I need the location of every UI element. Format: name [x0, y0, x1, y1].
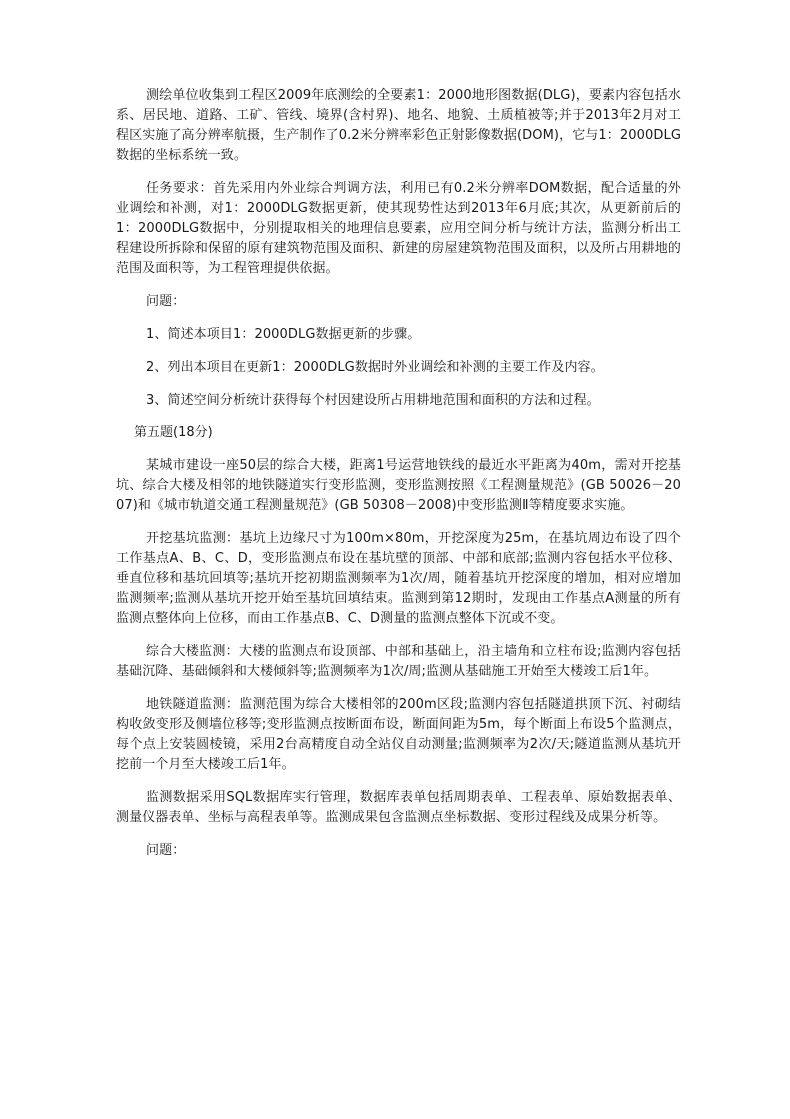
paragraph-building-monitoring: 综合大楼监测：大楼的监测点布设顶部、中部和基础上，沿主墙角和立柱布设;监测内容包括基础沉降、基础倾斜和大楼倾斜等;监测频率为1次/周;监测从基础施工开始至大楼竣工后1年。	[116, 644, 681, 679]
paragraph-tunnel-monitoring: 地铁隧道监测：监测范围为综合大楼相邻的200m区段;监测内容包括隧道拱顶下沉、衬砌结构收敛变形及侧墙位移等;变形监测点按断面布设，断面间距为5m，每个断面上布设5个监测点，每个点上安装圆棱镜，采用2台高精度自动全站仪自动测量;监测频率为2次/天;隧道监测从基坑开挖前一个月至大楼竣工后1年。	[116, 697, 681, 772]
paragraph-survey-data: 测绘单位收集到工程区2009年底测绘的全要素1：2000地形图数据(DLG)，要素内容包括水系、居民地、道路、工矿、管线、境界(含村界)、地名、地貌、土质植被等;并于2013年2月对工程区实施了高分辨率航摄，生产制作了0.2米分辨率彩色正射影像数据(DOM)，它与1：2000DLG数据的坐标系统一致。	[116, 88, 681, 163]
paragraph-pit-monitoring: 开挖基坑监测：基坑上边缘尺寸为100m×80m，开挖深度为25m，在基坑周边布设了四个工作基点A、B、C、D，变形监测点布设在基坑壁的顶部、中部和底部;监测内容包括水平位移、垂直位移和基坑回填等;基坑开挖初期监测频率为1次/周，随着基坑开挖深度的增加，相对应增加监测频率;监测从基坑开挖开始至基坑回填结束。监测到第12期时，发现由工作基点A测量的所有监测点整体向上位移，而由工作基点B、C、D测量的监测点整体下沉或不变。	[116, 531, 681, 626]
paragraph-building-overview: 某城市建设一座50层的综合大楼，距离1号运营地铁线的最近水平距离为40m，需对开挖基坑、综合大楼及相邻的地铁隧道实行变形监测，变形监测按照《工程测量规范》(GB 50026－2007)和《城市轨道交通工程测量规范》(GB 50308－2008)中变形监测Ⅱ等精度要求实施。	[116, 458, 681, 513]
question-1: 1、简述本项目1：2000DLG数据更新的步骤。	[146, 327, 421, 342]
document-page	[116, 86, 681, 861]
paragraph-task-requirements: 任务要求：首先采用内外业综合判调方法，利用已有0.2米分辨率DOM数据，配合适量的外业调绘和补测，对1：2000DLG数据更新，使其现势性达到2013年6月底;其次，从更新前后的1：2000DLG数据中，分别提取相关的地理信息要素，应用空间分析与统计方法，监测分析出工程建设所拆除和保留的原有建筑物范围及面积、新建的房屋建筑物范围及面积，以及所占用耕地的范围及面积等，为工程管理提供依据。	[116, 181, 681, 276]
paragraph-questions-label-2: 问题：	[146, 843, 186, 858]
paragraph-questions-label: 问题：	[146, 294, 186, 309]
paragraph-data-management: 监测数据采用SQL数据库实行管理，数据库表单包括周期表单、工程表单、原始数据表单、测量仪器表单、坐标与高程表单等。监测成果包含监测点坐标数据、变形过程线及成果分析等。	[116, 790, 681, 825]
section-heading: 第五题(18分)	[134, 425, 213, 440]
question-2: 2、列出本项目在更新1：2000DLG数据时外业调绘和补测的主要工作及内容。	[146, 360, 604, 375]
question-3: 3、简述空间分析统计获得每个村因建设所占用耕地范围和面积的方法和过程。	[146, 393, 600, 408]
